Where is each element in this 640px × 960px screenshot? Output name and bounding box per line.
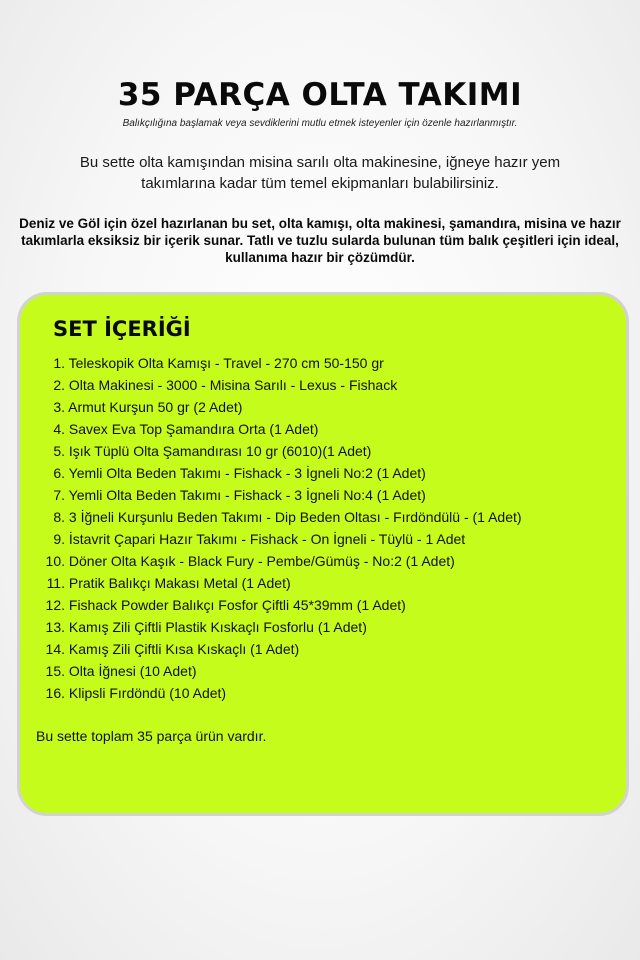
list-item xyxy=(30,484,522,506)
item-text: Fishack Powder Balıkçı Fosfor Çiftli 45*39mm (1 Adet) xyxy=(68,597,406,613)
list-item xyxy=(30,352,522,374)
list-item xyxy=(30,396,522,418)
item-text: Armut Kurşun 50 gr (2 Adet) xyxy=(68,399,243,415)
list-item xyxy=(30,440,522,462)
item-text: Pratik Balıkçı Makası Metal (1 Adet) xyxy=(68,575,291,591)
set-contents-card xyxy=(17,292,629,816)
item-number: 12. xyxy=(45,597,65,613)
set-contents-heading: SET İÇERİĞİ xyxy=(53,317,191,341)
item-number: 8. xyxy=(53,509,65,525)
item-text: Işık Tüplü Olta Şamandırası 10 gr (6010)(1 Adet) xyxy=(68,443,372,459)
item-number: 3. xyxy=(53,399,65,415)
list-item xyxy=(30,616,522,638)
list-item xyxy=(30,374,522,396)
set-summary: Bu sette toplam 35 parça ürün vardır. xyxy=(36,728,267,744)
item-text: Kamış Zili Çiftli Plastik Kıskaçlı Fosforlu (1 Adet) xyxy=(68,619,367,635)
item-text: Döner Olta Kaşık - Black Fury - Pembe/Gümüş - No:2 (1 Adet) xyxy=(68,553,455,569)
highlight-paragraph: Deniz ve Göl için özel hazırlanan bu set, olta kamışı, olta makinesi, şamandıra, misina ve hazır takımlarla eksiksiz bir içerik sunar. Tatlı ve tuzlu sularda bulunan tüm balık çeşitleri için ideal, kullanıma hazır bir çözümdür. xyxy=(19,216,621,265)
item-text: Kamış Zili Çiftli Kısa Kıskaçlı (1 Adet) xyxy=(68,641,300,657)
item-number: 2. xyxy=(53,377,65,393)
item-number: 10. xyxy=(45,553,65,569)
list-item xyxy=(30,418,522,440)
intro-paragraph: Bu sette olta kamışından misina sarılı olta makinesine, iğneye hazır yem takımlarına kadar tüm temel ekipmanları bulabilirsiniz. xyxy=(79,154,561,192)
item-number: 16. xyxy=(45,685,65,701)
item-number: 14. xyxy=(45,641,65,657)
item-text: Yemli Olta Beden Takımı - Fishack - 3 İgneli No:4 (1 Adet) xyxy=(68,487,426,503)
tagline: Balıkçılığına başlamak veya sevdiklerini mutlu etmek isteyenler için özenle hazırlanmıştır. xyxy=(122,118,518,129)
item-text: Olta Makinesi - 3000 - Misina Sarılı - Lexus - Fishack xyxy=(68,377,398,393)
item-number: 11. xyxy=(46,575,65,591)
list-item xyxy=(30,638,522,660)
list-item xyxy=(30,572,522,594)
item-text: Yemli Olta Beden Takımı - Fishack - 3 İgneli No:2 (1 Adet) xyxy=(68,465,426,481)
item-text: İstavrit Çapari Hazır Takımı - Fishack - On İgneli - Tüylü - 1 Adet xyxy=(68,531,466,547)
item-number: 7. xyxy=(53,487,65,503)
item-number: 6. xyxy=(53,465,65,481)
page-title: 35 PARÇA OLTA TAKIMI xyxy=(117,76,523,113)
set-contents-list xyxy=(30,352,522,704)
item-number: 5. xyxy=(53,443,65,459)
list-item xyxy=(30,550,522,572)
item-number: 9. xyxy=(53,531,65,547)
list-item xyxy=(30,594,522,616)
item-text: Klipsli Fırdöndü (10 Adet) xyxy=(68,685,227,701)
item-text: Savex Eva Top Şamandıra Orta (1 Adet) xyxy=(68,421,319,437)
item-text: 3 İğneli Kurşunlu Beden Takımı - Dip Beden Oltası - Fırdöndülü - (1 Adet) xyxy=(68,509,522,525)
item-number: 15. xyxy=(45,663,65,679)
item-number: 1. xyxy=(53,355,65,371)
list-item xyxy=(30,660,522,682)
item-text: Teleskopik Olta Kamışı - Travel - 270 cm 50-150 gr xyxy=(68,355,384,371)
list-item xyxy=(30,682,522,704)
list-item xyxy=(30,462,522,484)
item-number: 13. xyxy=(45,619,65,635)
list-item xyxy=(30,506,522,528)
list-item xyxy=(30,528,522,550)
item-text: Olta İğnesi (10 Adet) xyxy=(68,663,197,679)
item-number: 4. xyxy=(53,421,65,437)
